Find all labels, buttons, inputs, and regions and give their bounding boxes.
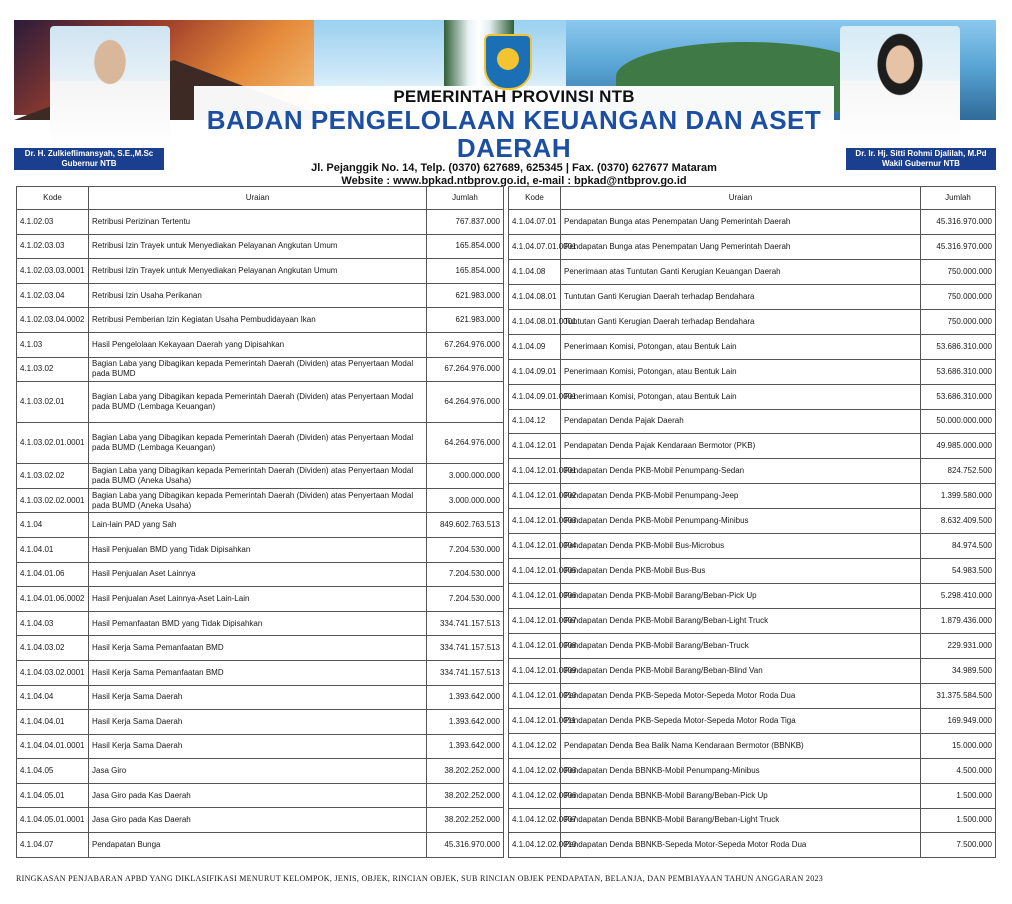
cell-uraian: Pendapatan Denda PKB-Mobil Barang/Beban-Truck	[561, 633, 921, 658]
table-row	[17, 660, 504, 685]
cell-jumlah: 1.879.436.000	[921, 609, 996, 634]
cell-jumlah: 621.983.000	[427, 308, 504, 333]
cell-jumlah: 45.316.970.000	[921, 210, 996, 235]
cell-jumlah: 5.298.410.000	[921, 584, 996, 609]
cell-kode: 4.1.04.08	[509, 259, 561, 284]
cell-uraian: Bagian Laba yang Dibagikan kepada Pemerintah Daerah (Dividen) atas Penyertaan Modal pada BUMD (Lembaga Keuangan)	[89, 423, 427, 464]
column-header-uraian: Uraian	[89, 187, 427, 210]
cell-jumlah: 767.837.000	[427, 210, 504, 235]
cell-kode: 4.1.04.12.01.0010	[509, 683, 561, 708]
cell-kode: 4.1.04.09.01.0001	[509, 384, 561, 409]
cell-kode: 4.1.04.12.01.0007	[509, 609, 561, 634]
cell-uraian: Pendapatan Denda BBNKB-Sepeda Motor-Sepeda Motor Roda Dua	[561, 833, 921, 858]
cell-jumlah: 38.202.252.000	[427, 759, 504, 784]
table-row	[509, 284, 996, 309]
agency-name: BADAN PENGELOLAAN KEUANGAN DAN ASET DAERAH	[206, 105, 822, 163]
cell-kode: 4.1.03.02	[17, 357, 89, 382]
cell-uraian: Hasil Pengelolaan Kekayaan Daerah yang Dipisahkan	[89, 332, 427, 357]
cell-kode: 4.1.04	[17, 513, 89, 538]
cell-kode: 4.1.03.02.02	[17, 464, 89, 489]
table-row	[17, 636, 504, 661]
cell-kode: 4.1.04.05.01.0001	[17, 808, 89, 833]
cell-kode: 4.1.04.04.01.0001	[17, 734, 89, 759]
cell-kode: 4.1.04.12.01.0011	[509, 708, 561, 733]
table-row	[509, 384, 996, 409]
cell-uraian: Hasil Kerja Sama Pemanfaatan BMD	[89, 660, 427, 685]
budget-table-right	[508, 186, 996, 858]
cell-kode: 4.1.04.12.02.0006	[509, 783, 561, 808]
cell-kode: 4.1.04.12.01.0001	[509, 459, 561, 484]
vice-governor-title: Wakil Gubernur NTB	[882, 159, 960, 168]
table-row	[17, 587, 504, 612]
cell-jumlah: 7.204.530.000	[427, 562, 504, 587]
cell-jumlah: 1.393.642.000	[427, 710, 504, 735]
cell-jumlah: 1.399.580.000	[921, 484, 996, 509]
cell-jumlah: 1.393.642.000	[427, 685, 504, 710]
column-header-uraian: Uraian	[561, 187, 921, 210]
cell-uraian: Jasa Giro pada Kas Daerah	[89, 783, 427, 808]
cell-kode: 4.1.02.03.03.0001	[17, 259, 89, 284]
cell-uraian: Pendapatan Bunga atas Penempatan Uang Pemerintah Daerah	[561, 234, 921, 259]
cell-kode: 4.1.02.03	[17, 210, 89, 235]
table-row	[509, 210, 996, 235]
cell-kode: 4.1.04.12.01	[509, 434, 561, 459]
cell-uraian: Bagian Laba yang Dibagikan kepada Pemerintah Daerah (Dividen) atas Penyertaan Modal pada BUMD (Aneka Usaha)	[89, 464, 427, 489]
table-row	[509, 434, 996, 459]
cell-uraian: Hasil Pemanfaatan BMD yang Tidak Dipisahkan	[89, 611, 427, 636]
cell-jumlah: 750.000.000	[921, 309, 996, 334]
cell-uraian: Pendapatan Denda PKB-Mobil Barang/Beban-Light Truck	[561, 609, 921, 634]
table-row	[509, 633, 996, 658]
cell-uraian: Pendapatan Bunga	[89, 833, 427, 858]
cell-uraian: Bagian Laba yang Dibagikan kepada Pemerintah Daerah (Dividen) atas Penyertaan Modal pada BUMD (Aneka Usaha)	[89, 488, 427, 513]
cell-kode: 4.1.04.09.01	[509, 359, 561, 384]
cell-kode: 4.1.04.05.01	[17, 783, 89, 808]
cell-kode: 4.1.04.12.02.0007	[509, 808, 561, 833]
cell-uraian: Hasil Kerja Sama Daerah	[89, 710, 427, 735]
vice-governor-caption	[846, 148, 996, 170]
table-row	[17, 423, 504, 464]
cell-uraian: Pendapatan Denda Bea Balik Nama Kendaraan Bermotor (BBNKB)	[561, 733, 921, 758]
cell-jumlah: 31.375.584.500	[921, 683, 996, 708]
cell-jumlah: 54.983.500	[921, 559, 996, 584]
table-row	[509, 459, 996, 484]
cell-uraian: Retribusi Izin Trayek untuk Menyediakan Pelayanan Angkutan Umum	[89, 259, 427, 284]
cell-uraian: Penerimaan atas Tuntutan Ganti Kerugian Keuangan Daerah	[561, 259, 921, 284]
cell-uraian: Hasil Kerja Sama Daerah	[89, 685, 427, 710]
table-row	[17, 464, 504, 489]
cell-jumlah: 1.393.642.000	[427, 734, 504, 759]
document-caption: RINGKASAN PENJABARAN APBD YANG DIKLASIFIKASI MENURUT KELOMPOK, JENIS, OBJEK, RINCIAN OBJEK, SUB RINCIAN OBJEK PENDAPATAN, BELANJA, DAN PEMBIAYAAN TAHUN ANGGARAN 2023	[16, 874, 824, 883]
table-row	[509, 534, 996, 559]
cell-jumlah: 67.264.976.000	[427, 357, 504, 382]
cell-uraian: Pendapatan Denda PKB-Mobil Bus-Bus	[561, 559, 921, 584]
cell-uraian: Pendapatan Bunga atas Penempatan Uang Pemerintah Daerah	[561, 210, 921, 235]
cell-kode: 4.1.04.12.01.0005	[509, 559, 561, 584]
cell-jumlah: 165.854.000	[427, 259, 504, 284]
table-row	[17, 611, 504, 636]
cell-kode: 4.1.04.01	[17, 537, 89, 562]
table-row	[509, 758, 996, 783]
cell-jumlah: 7.204.530.000	[427, 537, 504, 562]
table-row	[509, 334, 996, 359]
cell-jumlah: 849.602.763.513	[427, 513, 504, 538]
cell-jumlah: 334.741.157.513	[427, 636, 504, 661]
governor-title: Gubernur NTB	[61, 159, 117, 168]
cell-jumlah: 1.500.000	[921, 808, 996, 833]
cell-uraian: Penerimaan Komisi, Potongan, atau Bentuk Lain	[561, 384, 921, 409]
column-header-kode: Kode	[17, 187, 89, 210]
table-row	[509, 234, 996, 259]
cell-uraian: Hasil Penjualan BMD yang Tidak Dipisahkan	[89, 537, 427, 562]
cell-uraian: Pendapatan Denda Pajak Kendaraan Bermotor (PKB)	[561, 434, 921, 459]
government-title: PEMERINTAH PROVINSI NTB	[393, 87, 635, 106]
cell-uraian: Retribusi Izin Trayek untuk Menyediakan Pelayanan Angkutan Umum	[89, 234, 427, 259]
agency-address: Jl. Pejanggik No. 14, Telp. (0370) 627689, 625345 | Fax. (0370) 627677 Mataram	[311, 162, 717, 174]
cell-jumlah: 229.931.000	[921, 633, 996, 658]
cell-jumlah: 53.686.310.000	[921, 334, 996, 359]
vice-governor-photo	[840, 26, 960, 146]
table-row	[509, 584, 996, 609]
cell-uraian: Penerimaan Komisi, Potongan, atau Bentuk Lain	[561, 334, 921, 359]
cell-jumlah: 38.202.252.000	[427, 783, 504, 808]
cell-uraian: Lain-lain PAD yang Sah	[89, 513, 427, 538]
table-row	[509, 808, 996, 833]
cell-jumlah: 3.000.000.000	[427, 464, 504, 489]
governor-photo	[50, 26, 170, 146]
cell-kode: 4.1.04.03.02	[17, 636, 89, 661]
table-row	[17, 283, 504, 308]
cell-kode: 4.1.04.12.02	[509, 733, 561, 758]
cell-uraian: Jasa Giro	[89, 759, 427, 784]
table-row	[509, 658, 996, 683]
cell-jumlah: 84.974.500	[921, 534, 996, 559]
cell-jumlah: 334.741.157.513	[427, 660, 504, 685]
table-row	[17, 308, 504, 333]
cell-kode: 4.1.04.03	[17, 611, 89, 636]
governor-name: Dr. H. Zulkieflimansyah, S.E.,M.Sc	[24, 149, 154, 158]
cell-jumlah: 1.500.000	[921, 783, 996, 808]
budget-table-left	[16, 186, 504, 858]
column-header-kode: Kode	[509, 187, 561, 210]
cell-kode: 4.1.04.01.06	[17, 562, 89, 587]
cell-uraian: Pendapatan Denda BBNKB-Mobil Barang/Beban-Light Truck	[561, 808, 921, 833]
cell-jumlah: 7.204.530.000	[427, 587, 504, 612]
cell-jumlah: 8.632.409.500	[921, 509, 996, 534]
cell-uraian: Jasa Giro pada Kas Daerah	[89, 808, 427, 833]
cell-jumlah: 64.264.976.000	[427, 382, 504, 423]
cell-uraian: Pendapatan Denda BBNKB-Mobil Penumpang-Minibus	[561, 758, 921, 783]
cell-jumlah: 15.000.000	[921, 733, 996, 758]
cell-uraian: Pendapatan Denda PKB-Mobil Penumpang-Minibus	[561, 509, 921, 534]
cell-kode: 4.1.04.07.01	[509, 210, 561, 235]
table-row	[509, 683, 996, 708]
cell-jumlah: 49.985.000.000	[921, 434, 996, 459]
table-row	[17, 332, 504, 357]
cell-jumlah: 67.264.976.000	[427, 332, 504, 357]
province-emblem-icon	[484, 34, 532, 90]
cell-uraian: Tuntutan Ganti Kerugian Daerah terhadap Bendahara	[561, 309, 921, 334]
table-row	[17, 734, 504, 759]
cell-uraian: Bagian Laba yang Dibagikan kepada Pemerintah Daerah (Dividen) atas Penyertaan Modal pada BUMD (Lembaga Keuangan)	[89, 382, 427, 423]
cell-jumlah: 824.752.500	[921, 459, 996, 484]
cell-jumlah: 50.000.000.000	[921, 409, 996, 434]
cell-kode: 4.1.04.12.01.0008	[509, 633, 561, 658]
cell-uraian: Hasil Kerja Sama Pemanfaatan BMD	[89, 636, 427, 661]
cell-kode: 4.1.03.02.01	[17, 382, 89, 423]
cell-kode: 4.1.04.12.02.0010	[509, 833, 561, 858]
column-header-jumlah: Jumlah	[921, 187, 996, 210]
table-row	[17, 234, 504, 259]
cell-kode: 4.1.04.08.01	[509, 284, 561, 309]
table-row	[17, 537, 504, 562]
table-header-row	[17, 187, 504, 210]
cell-uraian: Pendapatan Denda PKB-Sepeda Motor-Sepeda Motor Roda Dua	[561, 683, 921, 708]
cell-kode: 4.1.04.12.01.0004	[509, 534, 561, 559]
cell-jumlah: 750.000.000	[921, 259, 996, 284]
cell-jumlah: 64.264.976.000	[427, 423, 504, 464]
table-row	[509, 833, 996, 858]
table-row	[17, 808, 504, 833]
cell-uraian: Retribusi Perizinan Tertentu	[89, 210, 427, 235]
table-row	[17, 783, 504, 808]
cell-uraian: Pendapatan Denda Pajak Daerah	[561, 409, 921, 434]
cell-jumlah: 750.000.000	[921, 284, 996, 309]
table-row	[17, 710, 504, 735]
cell-uraian: Retribusi Pemberian Izin Kegiatan Usaha Pembudidayaan Ikan	[89, 308, 427, 333]
table-row	[17, 210, 504, 235]
table-row	[509, 259, 996, 284]
cell-kode: 4.1.04.12.02.0003	[509, 758, 561, 783]
table-row	[17, 357, 504, 382]
table-row	[17, 759, 504, 784]
cell-uraian: Pendapatan Denda PKB-Mobil Barang/Beban-Blind Van	[561, 658, 921, 683]
cell-kode: 4.1.02.03.03	[17, 234, 89, 259]
cell-kode: 4.1.04.12.01.0009	[509, 658, 561, 683]
agency-contact: Website : www.bpkad.ntbprov.go.id, e-mail : bpkad@ntbprov.go.id	[341, 175, 687, 187]
cell-jumlah: 53.686.310.000	[921, 384, 996, 409]
table-row	[509, 359, 996, 384]
cell-jumlah: 7.500.000	[921, 833, 996, 858]
cell-kode: 4.1.03.02.01.0001	[17, 423, 89, 464]
cell-uraian: Hasil Penjualan Aset Lainnya	[89, 562, 427, 587]
cell-kode: 4.1.04.04	[17, 685, 89, 710]
cell-uraian: Pendapatan Denda PKB-Mobil Barang/Beban-Pick Up	[561, 584, 921, 609]
cell-uraian: Hasil Penjualan Aset Lainnya-Aset Lain-Lain	[89, 587, 427, 612]
table-row	[509, 733, 996, 758]
vice-governor-name: Dr. Ir. Hj. Sitti Rohmi Djalilah, M.Pd	[855, 149, 987, 158]
cell-jumlah: 45.316.970.000	[427, 833, 504, 858]
header-banner	[14, 20, 996, 187]
agency-title-block	[194, 88, 834, 188]
table-row	[509, 609, 996, 634]
table-row	[17, 562, 504, 587]
cell-uraian: Hasil Kerja Sama Daerah	[89, 734, 427, 759]
cell-uraian: Pendapatan Denda PKB-Mobil Penumpang-Jeep	[561, 484, 921, 509]
cell-jumlah: 3.000.000.000	[427, 488, 504, 513]
table-row	[17, 382, 504, 423]
table-row	[17, 685, 504, 710]
table-header-row	[509, 187, 996, 210]
cell-kode: 4.1.04.01.06.0002	[17, 587, 89, 612]
cell-jumlah: 45.316.970.000	[921, 234, 996, 259]
cell-jumlah: 38.202.252.000	[427, 808, 504, 833]
table-row	[509, 309, 996, 334]
table-row	[17, 833, 504, 858]
cell-kode: 4.1.04.07.01.0001	[509, 234, 561, 259]
table-row	[17, 259, 504, 284]
cell-jumlah: 169.949.000	[921, 708, 996, 733]
cell-jumlah: 53.686.310.000	[921, 359, 996, 384]
column-header-jumlah: Jumlah	[427, 187, 504, 210]
cell-kode: 4.1.04.04.01	[17, 710, 89, 735]
table-row	[509, 783, 996, 808]
governor-caption	[14, 148, 164, 170]
cell-jumlah: 4.500.000	[921, 758, 996, 783]
cell-kode: 4.1.02.03.04	[17, 283, 89, 308]
table-row	[17, 513, 504, 538]
cell-uraian: Pendapatan Denda PKB-Mobil Bus-Microbus	[561, 534, 921, 559]
cell-kode: 4.1.02.03.04.0002	[17, 308, 89, 333]
cell-uraian: Pendapatan Denda BBNKB-Mobil Barang/Beban-Pick Up	[561, 783, 921, 808]
cell-uraian: Penerimaan Komisi, Potongan, atau Bentuk Lain	[561, 359, 921, 384]
cell-uraian: Bagian Laba yang Dibagikan kepada Pemerintah Daerah (Dividen) atas Penyertaan Modal pada BUMD	[89, 357, 427, 382]
cell-uraian: Tuntutan Ganti Kerugian Daerah terhadap Bendahara	[561, 284, 921, 309]
cell-kode: 4.1.04.12.01.0002	[509, 484, 561, 509]
cell-kode: 4.1.04.03.02.0001	[17, 660, 89, 685]
cell-kode: 4.1.03	[17, 332, 89, 357]
cell-kode: 4.1.04.12	[509, 409, 561, 434]
table-row	[509, 509, 996, 534]
cell-jumlah: 34.989.500	[921, 658, 996, 683]
table-row	[509, 484, 996, 509]
cell-jumlah: 334.741.157.513	[427, 611, 504, 636]
cell-uraian: Pendapatan Denda PKB-Sepeda Motor-Sepeda Motor Roda Tiga	[561, 708, 921, 733]
table-row	[509, 708, 996, 733]
table-row	[509, 409, 996, 434]
cell-kode: 4.1.04.05	[17, 759, 89, 784]
cell-jumlah: 621.983.000	[427, 283, 504, 308]
cell-uraian: Pendapatan Denda PKB-Mobil Penumpang-Sedan	[561, 459, 921, 484]
cell-kode: 4.1.04.12.01.0003	[509, 509, 561, 534]
cell-jumlah: 165.854.000	[427, 234, 504, 259]
table-row	[17, 488, 504, 513]
cell-kode: 4.1.04.08.01.0001	[509, 309, 561, 334]
table-row	[509, 559, 996, 584]
cell-kode: 4.1.03.02.02.0001	[17, 488, 89, 513]
cell-kode: 4.1.04.07	[17, 833, 89, 858]
cell-kode: 4.1.04.12.01.0006	[509, 584, 561, 609]
cell-kode: 4.1.04.09	[509, 334, 561, 359]
cell-uraian: Retribusi Izin Usaha Perikanan	[89, 283, 427, 308]
